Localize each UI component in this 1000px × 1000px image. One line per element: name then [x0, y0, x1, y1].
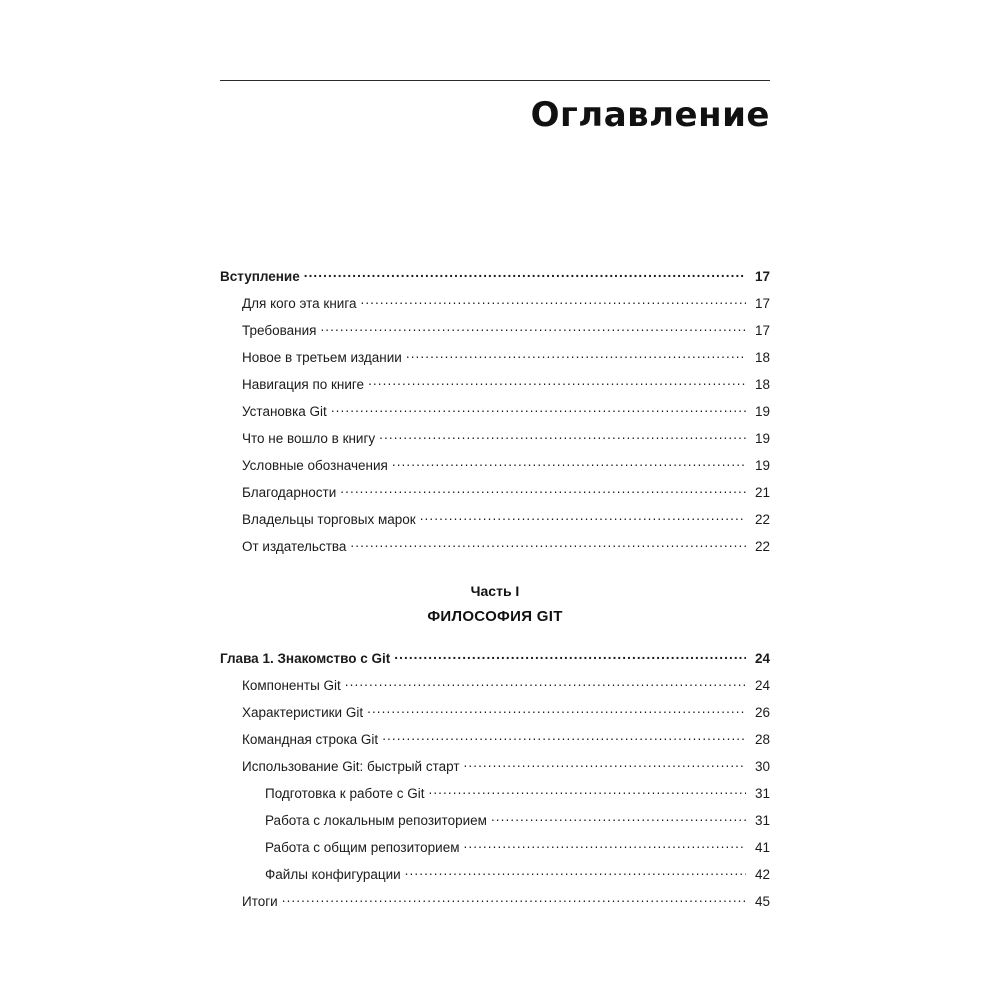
toc-entry-label: Навигация по книге: [242, 376, 365, 392]
toc-leader-dots: [345, 676, 746, 690]
toc-leader-dots: [392, 456, 746, 470]
part-heading: [220, 583, 770, 625]
toc-entry-label: Работа с локальным репозиторием: [265, 812, 487, 828]
toc-entry[interactable]: [242, 483, 770, 499]
toc-entry-page: 30: [754, 758, 770, 774]
toc-section-part-one: [220, 649, 770, 908]
toc-entry-page: 18: [754, 376, 770, 392]
toc-entry[interactable]: [242, 537, 770, 553]
toc-entry[interactable]: [220, 267, 770, 283]
toc-entry-page: 45: [754, 893, 770, 909]
toc-entry-page: 42: [754, 866, 770, 882]
toc-entry-label: Файлы конфигурации: [265, 866, 401, 882]
toc-entry-label: Итоги: [242, 893, 278, 909]
toc-entry-page: 22: [754, 511, 770, 527]
toc-leader-dots: [304, 267, 746, 281]
toc-entry-label: Условные обозначения: [242, 457, 388, 473]
toc-entry-page: 24: [754, 650, 770, 666]
toc-entry-label: Вступление: [220, 268, 300, 284]
toc-leader-dots: [394, 649, 746, 663]
toc-entry-label: Установка Git: [242, 403, 327, 419]
toc-leader-dots: [360, 294, 746, 308]
toc-leader-dots: [379, 429, 746, 443]
toc-entry-label: Компоненты Git: [242, 677, 341, 693]
toc-entry-page: 31: [754, 812, 770, 828]
toc-entry[interactable]: [242, 429, 770, 445]
toc-entry[interactable]: [242, 892, 770, 908]
page-content: [220, 80, 770, 919]
header-rule: [220, 80, 770, 81]
toc-entry-page: 19: [754, 430, 770, 446]
toc-entry-page: 21: [754, 484, 770, 500]
toc-entry[interactable]: [242, 348, 770, 364]
toc-leader-dots: [405, 865, 746, 879]
toc-leader-dots: [464, 757, 746, 771]
toc-entry-label: Владельцы торговых марок: [242, 511, 416, 527]
toc-leader-dots: [420, 510, 746, 524]
toc-leader-dots: [491, 811, 746, 825]
toc-entry-page: 18: [754, 349, 770, 365]
toc-section-front-matter: [220, 267, 770, 553]
toc-entry-label: Что не вошло в книгу: [242, 430, 376, 446]
toc-leader-dots: [464, 838, 746, 852]
toc-entry-page: 28: [754, 731, 770, 747]
toc-leader-dots: [331, 402, 746, 416]
toc-leader-dots: [428, 784, 746, 798]
toc-entry-page: 24: [754, 677, 770, 693]
toc-entry[interactable]: [242, 510, 770, 526]
toc-entry[interactable]: [242, 375, 770, 391]
toc-entry[interactable]: [265, 811, 770, 827]
toc-entry-page: 41: [754, 839, 770, 855]
toc-entry-page: 17: [754, 322, 770, 338]
toc-entry[interactable]: [242, 703, 770, 719]
toc-entry[interactable]: [242, 676, 770, 692]
toc-leader-dots: [382, 730, 746, 744]
toc-entry-label: Характеристики Git: [242, 704, 364, 720]
toc-entry-label: Глава 1. Знакомство с Git: [220, 650, 391, 666]
toc-entry[interactable]: [242, 757, 770, 773]
part-number: Часть I: [470, 583, 520, 599]
toc-entry-page: 19: [754, 457, 770, 473]
toc-entry-label: Требования: [242, 322, 317, 338]
toc-entry[interactable]: [242, 402, 770, 418]
toc-entry[interactable]: [265, 838, 770, 854]
toc-entry[interactable]: [242, 730, 770, 746]
toc-leader-dots: [350, 537, 746, 551]
toc-entry-label: Новое в третьем издании: [242, 349, 402, 365]
toc-entry[interactable]: [265, 784, 770, 800]
toc-entry-label: Подготовка к работе с Git: [265, 785, 425, 801]
toc-entry-page: 19: [754, 403, 770, 419]
toc-leader-dots: [367, 703, 746, 717]
toc-entry-page: 17: [754, 295, 770, 311]
toc-entry-label: Благодарности: [242, 484, 337, 500]
toc-entry-label: Использование Git: быстрый старт: [242, 758, 460, 774]
toc-entry-label: Командная строка Git: [242, 731, 379, 747]
toc-entry-label: Для кого эта книга: [242, 295, 357, 311]
toc-entry-label: От издательства: [242, 538, 347, 554]
toc-leader-dots: [320, 321, 746, 335]
toc-entry-page: 17: [754, 268, 770, 284]
toc-entry[interactable]: [220, 649, 770, 665]
toc-entry-page: 31: [754, 785, 770, 801]
toc-entry-label: Работа с общим репозиторием: [265, 839, 460, 855]
toc-leader-dots: [406, 348, 746, 362]
toc-leader-dots: [282, 892, 746, 906]
toc-leader-dots: [368, 375, 746, 389]
toc-entry-page: 22: [754, 538, 770, 554]
table-of-contents: [220, 267, 770, 908]
toc-entry-page: 26: [754, 704, 770, 720]
part-title: ФИЛОСОФИЯ GIT: [427, 608, 563, 625]
toc-entry[interactable]: [242, 321, 770, 337]
toc-entry[interactable]: [242, 294, 770, 310]
toc-entry[interactable]: [265, 865, 770, 881]
toc-leader-dots: [340, 483, 746, 497]
toc-entry[interactable]: [242, 456, 770, 472]
page-title: Оглавление: [530, 95, 770, 135]
